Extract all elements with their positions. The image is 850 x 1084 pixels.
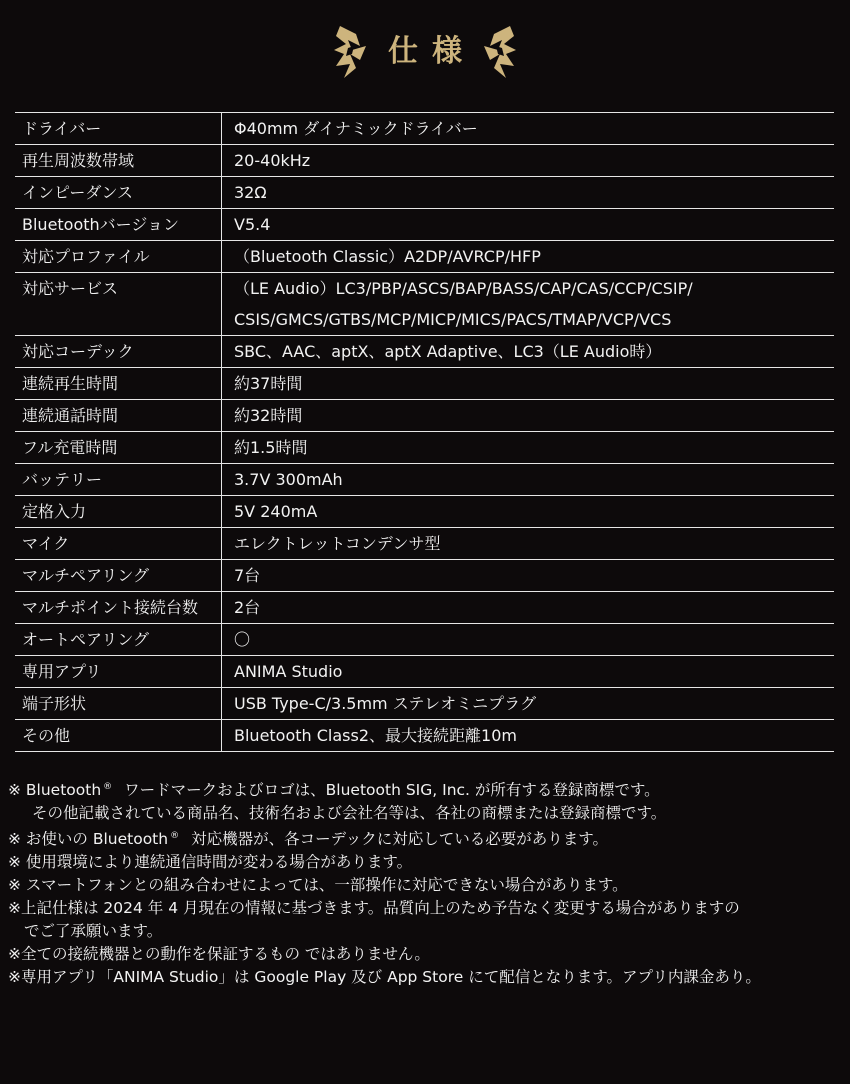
table-row: [15, 720, 834, 752]
spec-label: 対応サービス: [15, 273, 222, 336]
page-header: [0, 22, 850, 82]
table-row: [15, 241, 834, 273]
ornament-left-icon: [330, 24, 370, 80]
spec-value: 〇: [222, 624, 835, 656]
spec-value: 32Ω: [222, 177, 835, 209]
spec-value-line: （LE Audio）LC3/PBP/ASCS/BAP/BASS/CAP/CAS/CCP/CSIP/: [234, 279, 693, 298]
spec-value: 約32時間: [222, 400, 835, 432]
spec-value: 2台: [222, 592, 835, 624]
table-row: [15, 273, 834, 336]
table-row: [15, 560, 834, 592]
spec-value: 約1.5時間: [222, 432, 835, 464]
footnote-text: ワードマークおよびロゴは、Bluetooth SIG, Inc. が所有する登録商標です。: [124, 781, 660, 799]
spec-value: エレクトレットコンデンサ型: [222, 528, 835, 560]
spec-label: 端子形状: [15, 688, 222, 720]
footnote-continuation: その他記載されている商品名、技術名および会社名等は、各社の商標または登録商標です。: [32, 804, 667, 822]
spec-label: オートペアリング: [15, 624, 222, 656]
page-title: 仕様: [388, 34, 476, 69]
spec-label: 定格入力: [15, 496, 222, 528]
spec-label: 連続通話時間: [15, 400, 222, 432]
footnote: ※ 使用環境により連続通信時間が変わる場合があります。: [8, 853, 413, 871]
spec-label: その他: [15, 720, 222, 752]
footnote: ※専用アプリ「ANIMA Studio」は Google Play 及び App Store にて配信となります。アプリ内課金あり。: [8, 968, 761, 986]
spec-value-line: CSIS/GMCS/GTBS/MCP/MICP/MICS/PACS/TMAP/VCP/VCS: [234, 310, 672, 329]
footnote: ※上記仕様は 2024 年 4 月現在の情報に基づきます。品質向上のため予告なく変更する場合がありますの: [8, 899, 740, 917]
spec-label: フル充電時間: [15, 432, 222, 464]
table-row: [15, 496, 834, 528]
footnote-text: ※ お使いの Bluetooth: [8, 830, 169, 848]
spec-value: 約37時間: [222, 368, 835, 400]
spec-table: [15, 112, 834, 752]
spec-value: Φ40mm ダイナミックドライバー: [222, 113, 835, 145]
footnote: ※ スマートフォンとの組み合わせによっては、一部操作に対応できない場合があります。: [8, 876, 628, 894]
table-row: [15, 177, 834, 209]
footnotes: [8, 776, 846, 989]
footnote: ※全ての接続機器との動作を保証するもの ではありません。: [8, 945, 430, 963]
table-row: [15, 145, 834, 177]
spec-value: 5V 240mA: [222, 496, 835, 528]
table-row: [15, 528, 834, 560]
footnote: [8, 776, 846, 802]
spec-label: Bluetoothバージョン: [15, 209, 222, 241]
table-row: [15, 113, 834, 145]
spec-label: マルチペアリング: [15, 560, 222, 592]
spec-value: SBC、AAC、aptX、aptX Adaptive、LC3（LE Audio時）: [222, 336, 835, 368]
spec-label: バッテリー: [15, 464, 222, 496]
table-row: [15, 624, 834, 656]
table-row: [15, 592, 834, 624]
spec-value: 3.7V 300mAh: [222, 464, 835, 496]
spec-label: マイク: [15, 528, 222, 560]
footnote-text: 対応機器が、各コーデックに対応している必要があります。: [191, 830, 609, 848]
table-row: [15, 432, 834, 464]
footnote-continuation: でご了承願います。: [24, 922, 163, 940]
table-row: [15, 656, 834, 688]
registered-mark: ®: [170, 831, 180, 841]
spec-value: ANIMA Studio: [222, 656, 835, 688]
footnote-text: ※ Bluetooth: [8, 781, 102, 799]
spec-label: 専用アプリ: [15, 656, 222, 688]
spec-label: インピーダンス: [15, 177, 222, 209]
table-row: [15, 336, 834, 368]
table-row: [15, 368, 834, 400]
registered-mark: ®: [103, 782, 113, 792]
table-row: [15, 464, 834, 496]
spec-value: USB Type-C/3.5mm ステレオミニプラグ: [222, 688, 835, 720]
ornament-right-icon: [480, 24, 520, 80]
table-row: [15, 688, 834, 720]
spec-value: 7台: [222, 560, 835, 592]
spec-value: （Bluetooth Classic）A2DP/AVRCP/HFP: [222, 241, 835, 273]
spec-label: 連続再生時間: [15, 368, 222, 400]
spec-label: ドライバー: [15, 113, 222, 145]
footnote: [8, 825, 846, 851]
spec-label: マルチポイント接続台数: [15, 592, 222, 624]
table-row: [15, 400, 834, 432]
spec-value: Bluetooth Class2、最大接続距離10m: [222, 720, 835, 752]
spec-label: 対応コーデック: [15, 336, 222, 368]
spec-value: 20-40kHz: [222, 145, 835, 177]
spec-value: V5.4: [222, 209, 835, 241]
spec-label: 対応プロファイル: [15, 241, 222, 273]
spec-label: 再生周波数帯域: [15, 145, 222, 177]
table-row: [15, 209, 834, 241]
spec-value: [222, 273, 835, 336]
